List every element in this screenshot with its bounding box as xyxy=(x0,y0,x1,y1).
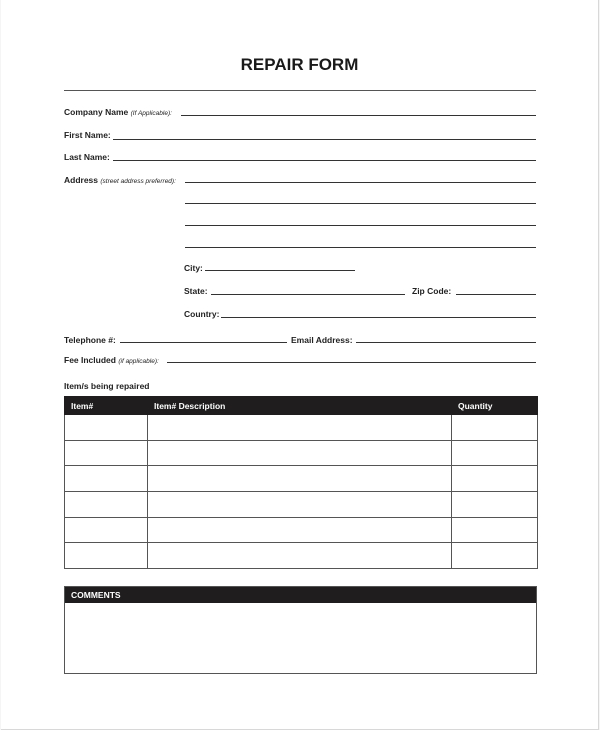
quantity-cell[interactable] xyxy=(452,466,538,492)
city-field[interactable] xyxy=(205,270,355,271)
items-table-header xyxy=(65,397,538,415)
last-name-field[interactable] xyxy=(113,160,536,161)
item-number-cell[interactable] xyxy=(65,415,148,441)
company-name-field[interactable] xyxy=(181,115,536,116)
description-cell[interactable] xyxy=(148,415,452,441)
quantity-cell[interactable] xyxy=(452,543,538,569)
fee-included-field[interactable] xyxy=(167,362,536,363)
column-header-item-number: Item# xyxy=(65,397,148,415)
description-cell[interactable] xyxy=(148,543,452,569)
comments-box[interactable] xyxy=(64,586,537,674)
zip-code-label: Zip Code: xyxy=(412,286,452,296)
column-header-quantity: Quantity xyxy=(452,397,538,415)
telephone-label: Telephone #: xyxy=(64,335,116,345)
country-label: Country: xyxy=(184,309,220,319)
table-row xyxy=(65,440,538,466)
item-number-cell[interactable] xyxy=(65,492,148,518)
telephone-field[interactable] xyxy=(120,342,287,343)
description-cell[interactable] xyxy=(148,440,452,466)
table-row xyxy=(65,517,538,543)
table-row xyxy=(65,466,538,492)
email-label: Email Address: xyxy=(291,335,353,345)
address-line-3[interactable] xyxy=(185,225,536,226)
address-line-4[interactable] xyxy=(185,247,536,248)
state-label: State: xyxy=(184,286,208,296)
item-number-cell[interactable] xyxy=(65,440,148,466)
address-line-2[interactable] xyxy=(185,203,536,204)
quantity-cell[interactable] xyxy=(452,517,538,543)
title-divider xyxy=(64,90,536,91)
item-number-cell[interactable] xyxy=(65,517,148,543)
last-name-label: Last Name: xyxy=(64,152,110,162)
fee-included-label: Fee Included (if applicable): xyxy=(64,355,159,365)
column-header-description: Item# Description xyxy=(148,397,452,415)
first-name-field[interactable] xyxy=(113,139,536,140)
description-cell[interactable] xyxy=(148,466,452,492)
table-row xyxy=(65,415,538,441)
city-label: City: xyxy=(184,263,203,273)
company-name-label: Company Name (If Applicable): xyxy=(64,107,172,117)
address-label: Address (street address preferred): xyxy=(64,175,176,185)
description-cell[interactable] xyxy=(148,492,452,518)
quantity-cell[interactable] xyxy=(452,440,538,466)
quantity-cell[interactable] xyxy=(452,415,538,441)
comments-heading: COMMENTS xyxy=(65,587,536,603)
form-page xyxy=(1,0,599,730)
state-field[interactable] xyxy=(211,294,405,295)
first-name-label: First Name: xyxy=(64,130,111,140)
items-section-heading: Item/s being repaired xyxy=(64,381,150,391)
address-line-1[interactable] xyxy=(185,182,536,183)
items-table xyxy=(64,396,538,569)
description-cell[interactable] xyxy=(148,517,452,543)
table-row xyxy=(65,492,538,518)
email-field[interactable] xyxy=(356,342,536,343)
item-number-cell[interactable] xyxy=(65,543,148,569)
country-field[interactable] xyxy=(221,317,536,318)
quantity-cell[interactable] xyxy=(452,492,538,518)
zip-code-field[interactable] xyxy=(456,294,536,295)
table-row xyxy=(65,543,538,569)
item-number-cell[interactable] xyxy=(65,466,148,492)
page-title: REPAIR FORM xyxy=(240,55,359,74)
